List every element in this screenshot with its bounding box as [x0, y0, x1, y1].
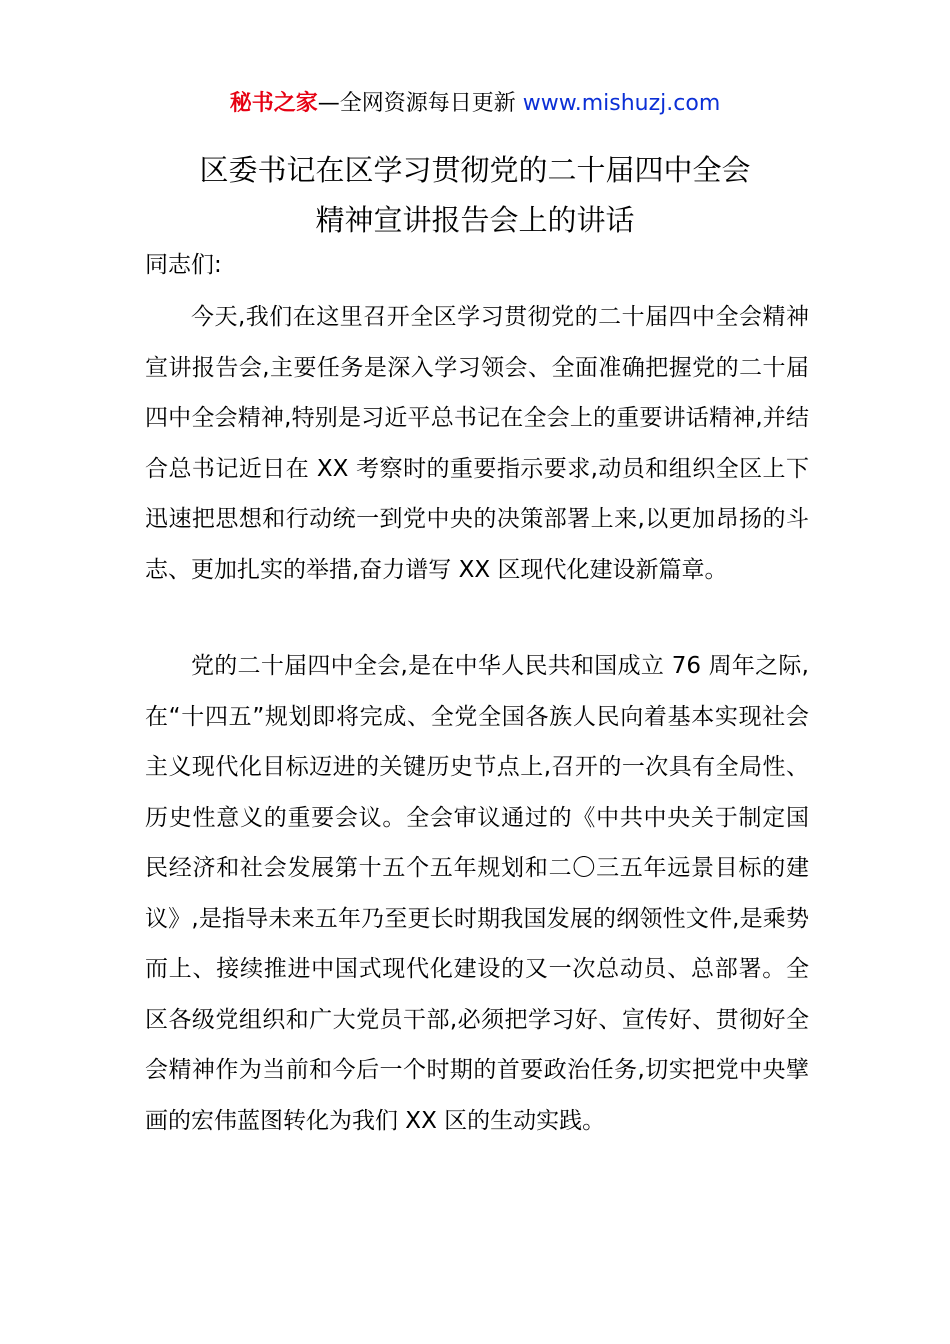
document-title-line-2: 精神宣讲报告会上的讲话 [315, 203, 635, 237]
body-paragraph-2: 党的二十届四中全会,是在中华人民共和国成立 76 周年之际,在“十四五”规划即将完成、全党全国各族人民向着基本实现社会主义现代化目标迈进的关键历史节点上,召开的一次具有全局性、历史性意义的重要会议。全会审议通过的《中共中央关于制定国民经济和社会发展第十五个五年规划和二〇三五年远景目标的建议》,是指导未来五年乃至更长时期我国发展的纲领性文件,是乘势而上、接续推进中国式现代化建设的又一次总动员、总部署。全区各级党组织和广大党员干部,必须把学习好、宣传好、贯彻好全会精神作为当前和今后一个时期的首要政治任务,切实把党中央擘画的宏伟蓝图转化为我们 XX 区的生动实践。 [145, 653, 809, 1134]
site-header [0, 88, 950, 120]
salutation: 同志们: [145, 252, 222, 278]
document-title-line-1: 区委书记在区学习贯彻党的二十届四中全会 [199, 153, 751, 187]
site-url-link[interactable]: www.mishuzj.com [522, 91, 721, 116]
site-slogan: —全网资源每日更新 [317, 91, 516, 116]
brand-name: 秘书之家 [229, 91, 318, 116]
body-paragraph-1: 今天,我们在这里召开全区学习贯彻党的二十届四中全会精神宣讲报告会,主要任务是深入学习领会、全面准确把握党的二十届四中全会精神,特别是习近平总书记在全会上的重要讲话精神,并结合总书记近日在 XX 考察时的重要指示要求,动员和组织全区上下迅速把思想和行动统一到党中央的决策部署上来,以更加昂扬的斗志、更加扎实的举措,奋力谱写 XX 区现代化建设新篇章。 [145, 304, 809, 583]
